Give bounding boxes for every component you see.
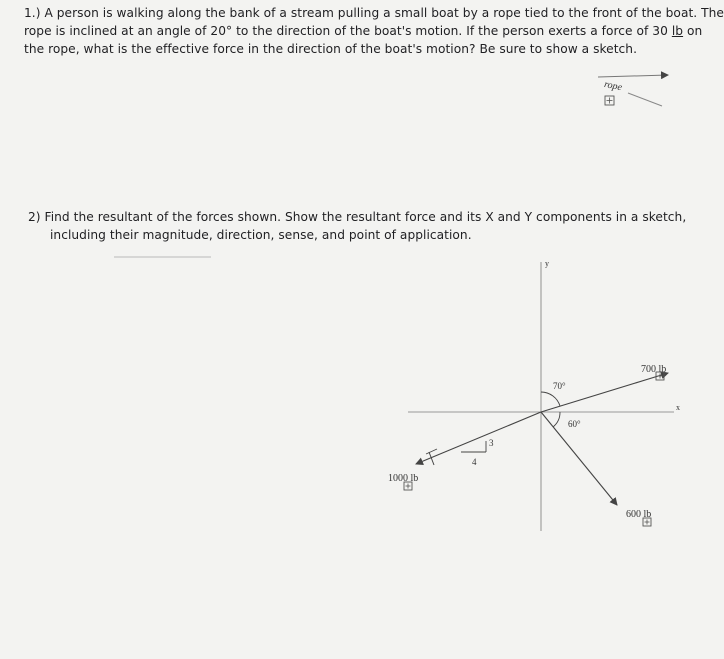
angle-70-arc (541, 392, 560, 406)
rope-sketch (598, 75, 668, 106)
x-axis-label: x (676, 403, 680, 412)
force-600-label: 600 lb (626, 509, 652, 520)
angle-70-label: 70° (553, 381, 566, 391)
rope-line (628, 93, 662, 106)
q1-line-2-end: on (683, 24, 703, 38)
slope-rise-label: 3 (489, 438, 494, 448)
q1-force-unit: lb (671, 24, 684, 38)
image-placeholder-icon (605, 96, 614, 105)
angle-60-arc (553, 412, 560, 427)
rope-label: rope (603, 78, 623, 94)
force-700-label: 700 lb (641, 364, 667, 375)
q2-line-2: including their magnitude, direction, sense, and point of application. (50, 228, 472, 242)
y-axis-label: y (545, 259, 549, 268)
force-1000-tick-cap (426, 449, 437, 454)
q2-line-1: 2) Find the resultant of the forces shown. Show the resultant force and its X and Y components in a sketch, (28, 210, 687, 224)
slope-triangle (461, 441, 486, 452)
force-700-arrow (541, 373, 668, 412)
force-1000-label: 1000 lb (388, 473, 419, 484)
force-1000-arrow (416, 412, 541, 464)
force-diagram (388, 259, 680, 531)
q1-line-3: the rope, what is the effective force in the direction of the boat's motion? Be sure to show a sketch. (24, 42, 638, 56)
q1-line-1: 1.) A person is walking along the bank of a stream pulling a small boat by a rope tied to the front of the boat. The (24, 6, 724, 20)
angle-60-label: 60° (568, 419, 581, 429)
slope-run-label: 4 (472, 457, 477, 467)
rope-direction-arrow (598, 75, 668, 77)
q1-line-2-text: rope is inclined at an angle of 20° to the direction of the boat's motion. If the person exerts a force of 30 (24, 24, 672, 38)
